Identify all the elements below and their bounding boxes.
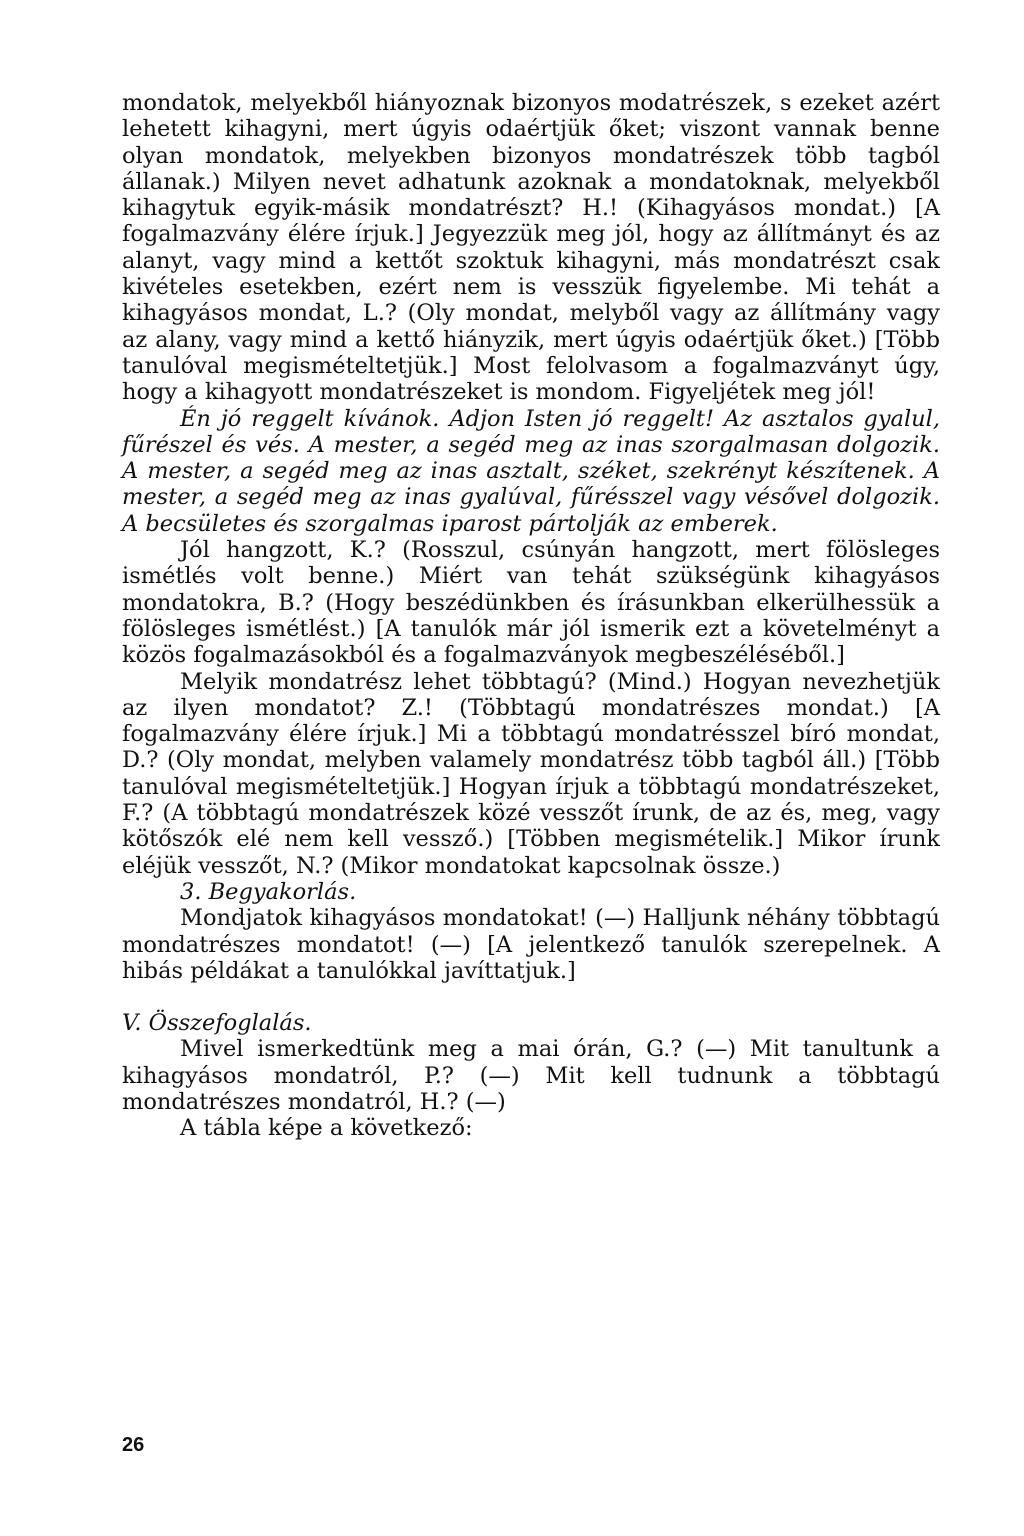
- text-body: [122, 90, 940, 1142]
- paragraph-multipart-sentence: Melyik mondatrész lehet többtagú? (Mind.) Hogyan nevezhetjük az ilyen mondatot? Z.! (Többtagú mondatrészes mondat.) [A fogalmazvány élére írjuk.] Mi a többtagú mondatrésszel bíró mondat, D.? (Oly mondat, melyben valamely mondatrész több tagból áll.) [Több tanulóval megismételtetjük.] Hogyan írjuk a többtagú mondatrészeket, F.? (A többtagú mondatrészek közé vesszőt írunk, de az és, meg, vagy kötőszók elé nem kell vessző.) [Többen megismételik.] Mikor írunk eléjük vesszőt, N.? (Mikor mondatokat kapcsolnak össze.): [122, 668, 940, 879]
- paragraph-summary: Mivel ismerkedtünk meg a mai órán, G.? (—) Mit tanultunk a kihagyásos mondatról, P.? (—) Mit kell tudnunk a többtagú mondatrészes mondatról, H.? (—): [122, 1036, 940, 1115]
- paragraph-example-composition: Én jó reggelt kívánok. Adjon Isten jó reggelt! Az asztalos gyalul, fűrészel és vés. A mester, a segéd meg az inas szorgalmasan dolgozik. A mester, a segéd meg az inas asztalt, széket, szekrényt készítenek. A mester, a segéd meg az inas gyalúval, fűrésszel vagy vésővel dolgozik. A becsületes és szorgalmas iparost pártolják az emberek.: [122, 405, 940, 537]
- page-number: 26: [122, 1434, 145, 1456]
- paragraph-discussion: mondatok, melyekből hiányoznak bizonyos modatrészek, s ezeket azért lehetett kihagyni, mert úgyis odaértjük őket; viszont vannak benne olyan mondatok, melyekben bizonyos mondatrészek több tagból állanak.) Milyen nevet adhatunk azoknak a mondatoknak, melyekből kihagytuk egyik-másik mondatrészt? H.! (Kihagyásos mondat.) [A fogalmazvány élére írjuk.] Jegyezzük meg jól, hogy az állítmányt és az alanyt, vagy mind a kettőt szoktuk kihagyni, más mondatrészt csak kivételes esetekben, ezért nem is vesszük figyelembe. Mi tehát a kihagyásos mondat, L.? (Oly mondat, melyből vagy az állítmány vagy az alany, vagy mind a kettő hiányzik, mert úgyis odaértjük őket.) [Több tanulóval megismételtetjük.] Most felolvasom a fogalmazványt úgy, hogy a kihagyott mondatrészeket is mondom. Figyeljétek meg jól!: [122, 90, 940, 406]
- paragraph-repetition: Jól hangzott, K.? (Rosszul, csúnyán hangzott, mert fölösleges ismétlés volt benne.) Miért van tehát szükségünk kihagyásos mondatokra, B.? (Hogy beszédünkben és írásunkban elkerülhessük a fölösleges ismétlést.) [A tanulók már jól ismerik ezt a követelményt a közös fogalmazásokból és a fogalmazványok megbeszéléséből.]: [122, 537, 940, 669]
- section-heading-practice: 3. Begyakorlás.: [180, 878, 357, 905]
- paragraph-board-intro: A tábla képe a következő:: [180, 1115, 473, 1142]
- section-gap: [122, 984, 940, 1010]
- section-heading-summary: V. Összefoglalás.: [122, 1010, 312, 1037]
- paragraph-practice: Mondjatok kihagyásos mondatokat! (—) Halljunk néhány többtagú mondatrészes mondatot! (—) [A jelentkező tanulók szerepelnek. A hibás példákat a tanulókkal javíttatjuk.]: [122, 905, 940, 984]
